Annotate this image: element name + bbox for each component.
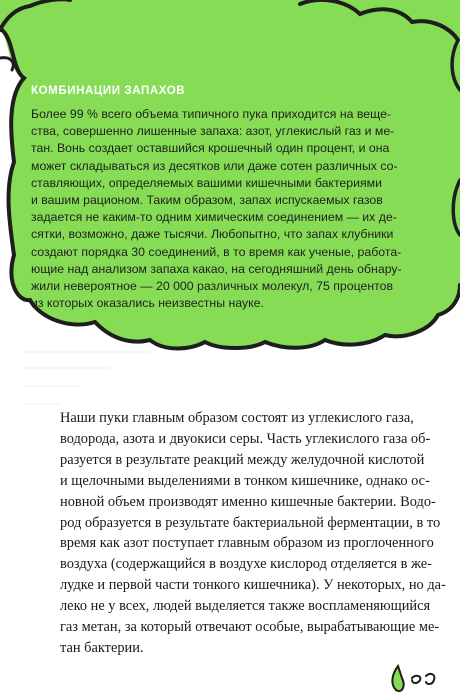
main-line: воздуха (содержащийся в воздухе кислород отделяется в же- xyxy=(60,556,432,573)
main-line: новной объем производят именно кишечные бактерии. Водо- xyxy=(60,493,436,510)
main-line: лудке и первой части тонкого кишечника). У некоторых, но да- xyxy=(60,577,446,594)
main-line: водорода, азота и двуокиси серы. Часть углекислого газа об- xyxy=(60,430,431,447)
sidebar-line: ства, совершенно лишенные запаха: азот, углекислый газ и ме- xyxy=(31,124,395,139)
sidebar-line: и вашим рационом. Таким образом, запах испускаемых газов xyxy=(31,193,383,208)
sidebar-line: из которых оказались неизвестны науке. xyxy=(31,296,264,311)
droplet-doodle-icon xyxy=(388,664,448,694)
main-line: разуется в результате реакций между желудочной кислотой xyxy=(60,451,425,468)
main-line: время как азот поступает главным образом из проглоченного xyxy=(60,535,434,552)
sidebar-line: сятки, возможно, даже тысячи. Любопытно, что запах клубники xyxy=(31,227,394,242)
main-line: леко не у всех, людей выделяется также воспламеняющийся xyxy=(60,598,431,615)
sidebar-line: Более 99 % всего объема типичного пука приходится на веще- xyxy=(31,107,392,121)
main-line: газ метан, за который отвечают особые, вырабатывающие ме- xyxy=(60,619,440,636)
sidebar-line: ющие над анализом запаха какао, на сегодняшний день обнару- xyxy=(31,261,402,276)
sidebar-line: может складываться из десятков или даже сотен различных со- xyxy=(31,158,398,173)
main-line: Наши пуки главным образом состоят из углекислого газа, xyxy=(60,410,414,426)
main-line: и щелочными выделениями в тонком кишечнике, однако ос- xyxy=(60,472,430,489)
main-paragraph xyxy=(60,408,446,659)
sidebar-body xyxy=(31,106,419,312)
sidebar-line: создают порядка 30 соединений, в то время как ученые, работа- xyxy=(31,244,402,259)
main-line: тан бактерии. xyxy=(60,639,144,656)
sidebar-line: ставляющих, определяемых вашими кишечными бактериями xyxy=(31,175,382,190)
sidebar-line: задается не каким-то одним химическим соединением — их де- xyxy=(31,210,397,225)
sidebar-line: тан. Вонь создает оставшийся крошечный один процент, и она xyxy=(31,141,390,156)
sidebar-box xyxy=(31,84,419,312)
main-line: род образуется в результате бактериальной ферментации, в то xyxy=(60,514,441,531)
sidebar-title: КОМБИНАЦИИ ЗАПАХОВ xyxy=(31,85,186,97)
sidebar-line: жили невероятное — 20 000 различных молекул, 75 процентов xyxy=(31,279,393,294)
